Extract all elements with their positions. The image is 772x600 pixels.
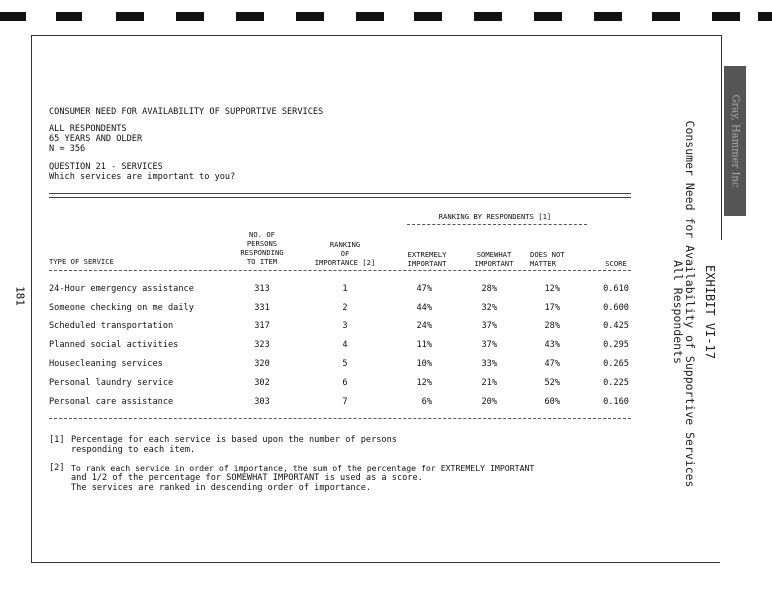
table-row <box>0 303 772 315</box>
col-extremely-l2: IMPORTANT <box>407 259 447 268</box>
respondent-group: ALL RESPONDENTS <box>49 124 127 134</box>
service-name: Someone checking on me daily <box>49 303 194 313</box>
table-bottom-rule <box>49 418 631 419</box>
frame-right-border <box>721 35 722 240</box>
ranking-header-rule <box>407 224 587 225</box>
somewhat-important-pct: 37% <box>481 340 497 350</box>
col-extremely-l1: EXTREMELY <box>407 250 447 259</box>
frame-top-border <box>31 35 722 36</box>
somewhat-important-pct: 37% <box>481 321 497 331</box>
extremely-important-pct: 6% <box>421 397 432 407</box>
respondent-age: 65 YEARS AND OLDER <box>49 134 143 144</box>
does-not-matter-pct: 60% <box>544 397 560 407</box>
col-persons-l1: NO. OF <box>249 230 275 239</box>
col-rank-l3: IMPORTANCE [2] <box>314 258 376 267</box>
score-value: 0.600 <box>603 303 629 313</box>
col-rank-l2: OF <box>340 249 350 258</box>
exhibit-title: Consumer Need for Availability of Supportive Services <box>683 120 697 488</box>
extremely-important-pct: 24% <box>416 321 432 331</box>
table-row <box>0 397 772 409</box>
score-value: 0.610 <box>603 284 629 294</box>
page-number: 181 <box>13 286 27 306</box>
section-tab-label: Gray, Hammer Inc <box>729 94 741 188</box>
score-value: 0.295 <box>603 340 629 350</box>
importance-rank: 4 <box>342 340 348 350</box>
table-row <box>0 378 772 390</box>
respondent-count: N = 356 <box>49 144 86 154</box>
question-text: Which services are important to you? <box>49 172 236 182</box>
footnote-2-line-2: and 1/2 of the percentage for SOMEWHAT IMPORTANT is used as a score. <box>71 473 423 483</box>
does-not-matter-pct: 12% <box>544 284 560 294</box>
score-value: 0.225 <box>603 378 629 388</box>
exhibit-subtitle: All Respondents <box>671 260 685 364</box>
extremely-important-pct: 44% <box>416 303 432 313</box>
score-value: 0.160 <box>603 397 629 407</box>
does-not-matter-pct: 47% <box>544 359 560 369</box>
does-not-matter-pct: 52% <box>544 378 560 388</box>
somewhat-important-pct: 33% <box>481 359 497 369</box>
frame-left-border <box>31 35 32 563</box>
table-row <box>0 284 772 296</box>
double-rule-top <box>49 193 631 198</box>
somewhat-important-pct: 20% <box>481 397 497 407</box>
col-score: SCORE <box>605 259 627 268</box>
table-row <box>0 359 772 371</box>
persons-responding: 317 <box>254 321 270 331</box>
footnote-1-mark: [1] <box>49 435 65 445</box>
col-persons-l3: RESPONDING <box>240 248 284 257</box>
somewhat-important-pct: 28% <box>481 284 497 294</box>
col-notmatter-l2: MATTER <box>530 259 556 268</box>
importance-rank: 5 <box>342 359 348 369</box>
header-divider <box>49 270 631 271</box>
service-name: Housecleaning services <box>49 359 163 369</box>
does-not-matter-pct: 43% <box>544 340 560 350</box>
footnote-2-line-1: To rank each service in order of importance, the sum of the percentage for EXTREMELY IMPORTANT <box>71 463 535 473</box>
col-rank-l1: RANKING <box>329 240 361 249</box>
does-not-matter-pct: 28% <box>544 321 560 331</box>
somewhat-important-pct: 21% <box>481 378 497 388</box>
extremely-important-pct: 11% <box>416 340 432 350</box>
service-name: Personal care assistance <box>49 397 174 407</box>
table-row <box>0 340 772 352</box>
col-notmatter-l1: DOES NOT <box>530 250 565 259</box>
score-value: 0.265 <box>603 359 629 369</box>
table-row <box>0 321 772 333</box>
col-persons-l4: TO ITEM <box>246 257 278 266</box>
persons-responding: 313 <box>254 284 270 294</box>
col-somewhat-l2: IMPORTANT <box>474 259 514 268</box>
footnote-2-line-3: The services are ranked in descending order of importance. <box>71 483 372 493</box>
persons-responding: 323 <box>254 340 270 350</box>
service-name: Scheduled transportation <box>49 321 174 331</box>
frame-bottom-border <box>31 562 720 563</box>
footnote-2-mark: [2] <box>49 463 65 473</box>
exhibit-number: EXHIBIT VI-17 <box>703 265 717 359</box>
importance-rank: 7 <box>342 397 348 407</box>
service-name: Personal laundry service <box>49 378 174 388</box>
document-title: CONSUMER NEED FOR AVAILABILITY OF SUPPORTIVE SERVICES <box>49 107 324 117</box>
persons-responding: 331 <box>254 303 270 313</box>
service-name: Planned social activities <box>49 340 179 350</box>
persons-responding: 320 <box>254 359 270 369</box>
importance-rank: 1 <box>342 284 348 294</box>
score-value: 0.425 <box>603 321 629 331</box>
question-number: QUESTION 21 - SERVICES <box>49 162 163 172</box>
col-type-of-service: TYPE OF SERVICE <box>49 257 114 266</box>
importance-rank: 2 <box>342 303 348 313</box>
does-not-matter-pct: 17% <box>544 303 560 313</box>
importance-rank: 6 <box>342 378 348 388</box>
footnote-1-line-1: Percentage for each service is based upon the number of persons <box>71 435 397 445</box>
footnote-1-line-2: responding to each item. <box>71 445 196 455</box>
col-somewhat-l1: SOMEWHAT <box>476 250 512 259</box>
extremely-important-pct: 10% <box>416 359 432 369</box>
somewhat-important-pct: 32% <box>481 303 497 313</box>
extremely-important-pct: 47% <box>416 284 432 294</box>
col-persons-l2: PERSONS <box>246 239 278 248</box>
persons-responding: 303 <box>254 397 270 407</box>
importance-rank: 3 <box>342 321 348 331</box>
ranking-header: RANKING BY RESPONDENTS [1] <box>438 212 552 221</box>
persons-responding: 302 <box>254 378 270 388</box>
service-name: 24-Hour emergency assistance <box>49 284 194 294</box>
extremely-important-pct: 12% <box>416 378 432 388</box>
